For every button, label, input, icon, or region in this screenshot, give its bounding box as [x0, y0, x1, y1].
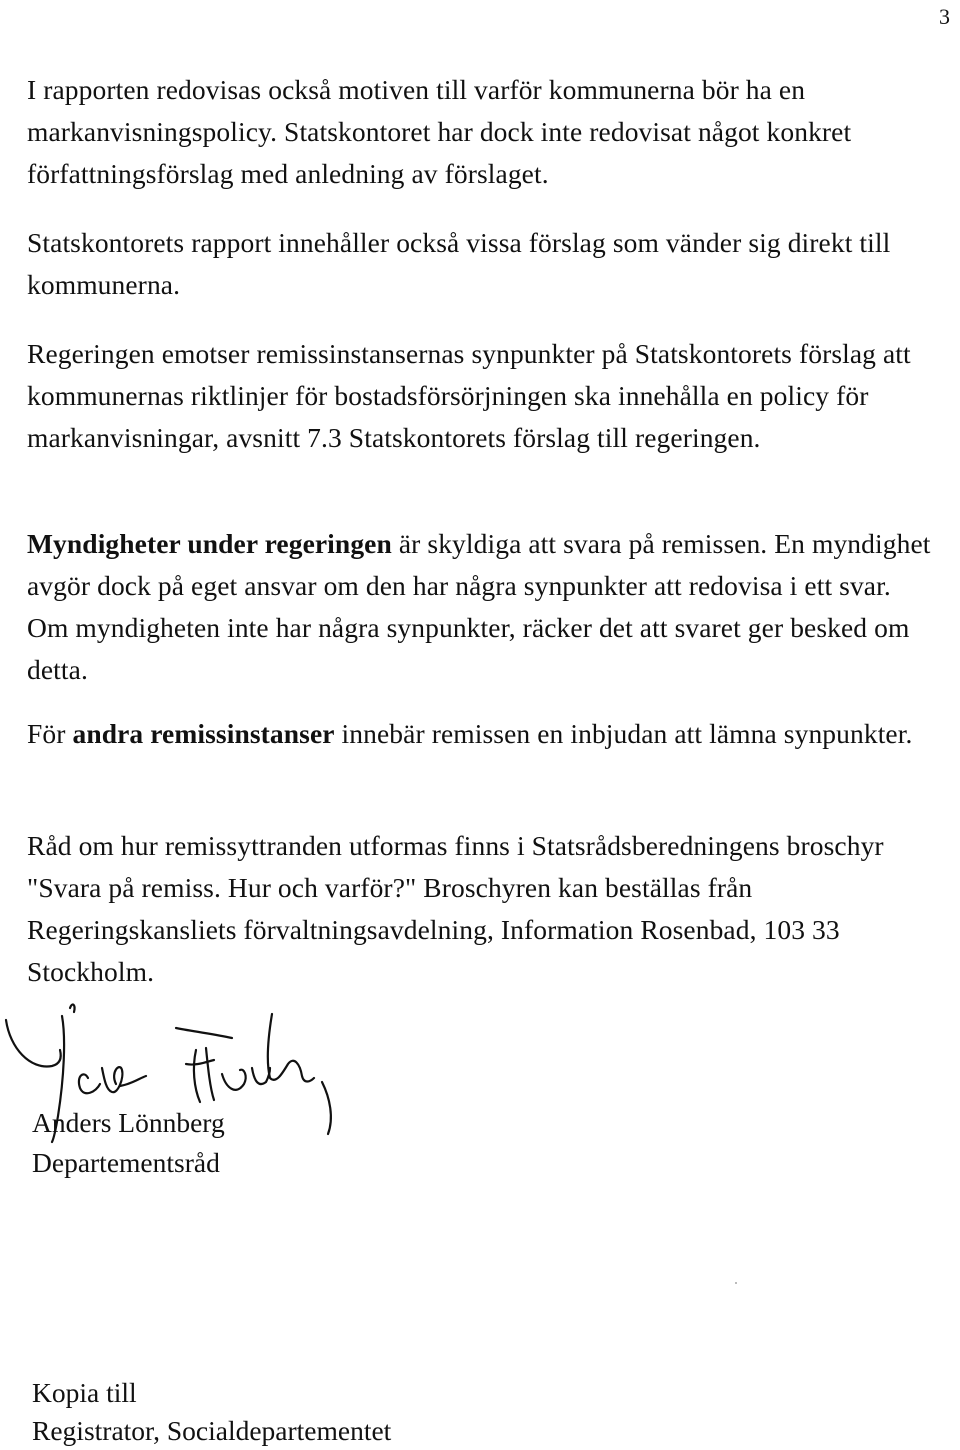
paragraph-authorities-obligation	[27, 523, 932, 691]
copy-label: Kopia till	[32, 1377, 137, 1408]
authorities-emphasis: Myndigheter under regeringen	[27, 528, 392, 559]
paragraph-advice-brochure: Råd om hur remissyttranden utformas finns i Statsrådsberedningens broschyr "Svara på remiss. Hur och varför?" Broschyren kan beställas från Regeringskansliets förvaltningsavdelning, Information Rosenbad, 103 33 Stockholm.	[27, 830, 884, 987]
other-bodies-emphasis: andra remissinstanser	[72, 718, 335, 749]
page-number: 3	[939, 4, 950, 29]
other-bodies-text: innebär remissen en inbjudan att lämna synpunkter.	[334, 718, 913, 749]
signer-name: Anders Lönnberg	[32, 1107, 225, 1138]
paragraph-other-bodies	[27, 713, 932, 755]
paragraph-proposals-to-municipalities: Statskontorets rapport innehåller också vissa förslag som vänder sig direkt till kommunerna.	[27, 227, 891, 300]
other-bodies-prefix: För	[27, 718, 73, 749]
paragraph-government-request: Regeringen emotser remissinstansernas synpunkter på Statskontorets förslag att kommunernas riktlinjer för bostadsförsörjningen ska innehålla en policy för markanvisningar, avsnitt 7.3 Statskontorets förslag till regeringen.	[27, 338, 911, 453]
scan-speck	[735, 1282, 737, 1284]
paragraph-report-motives: I rapporten redovisas också motiven till varför kommunerna bör ha en markanvisningspolicy. Statskontoret har dock inte redovisat något konkret författningsförslag med anledning av förslaget.	[27, 74, 852, 189]
authorities-text: är skyldiga att svara på remissen. En myndighet avgör dock på eget ansvar om den har några synpunkter att redovisa i ett svar. Om myndigheten inte har några synpunkter, räcker det att svaret ger besked om detta.	[27, 528, 931, 685]
copy-recipient: Registrator, Socialdepartementet	[32, 1415, 392, 1446]
signer-title: Departementsråd	[32, 1147, 220, 1178]
